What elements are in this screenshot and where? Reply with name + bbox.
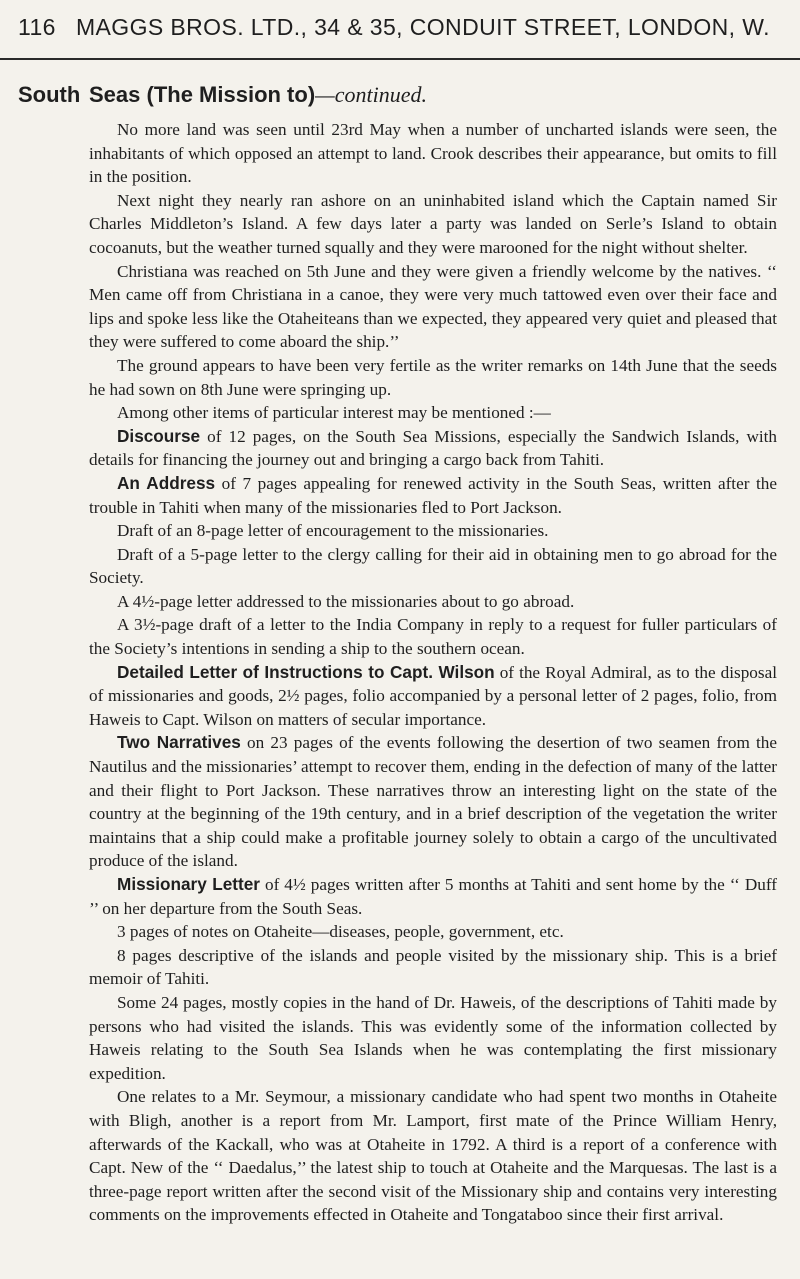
entry-body [89,118,777,1227]
section-title-text: Seas (The Mission to) [89,82,316,107]
paragraph-text: No more land was seen until 23rd May when a number of uncharted islands were seen, the inhabitants of which opposed an attempt to land. Crook describes their appearance, but omits to fill in the position. [89,120,777,187]
paragraph-text: Some 24 pages, mostly copies in the hand of Dr. Haweis, of the descriptions of Tahiti made by persons who had visited the islands. This was evidently some of the information collected by Haweis relating to the South Sea Islands when he was contemplating the first missionary expedition. [89,992,777,1083]
paragraph-text: of the Royal Admiral, as to the disposal of missionaries and goods, 2½ pages, folio accompanied by a personal letter of 2 pages, folio, from Haweis to Capt. Wilson on matters of secular importance. [89,662,777,729]
entry-paragraph [89,991,777,1085]
page-header [18,14,778,41]
entry-paragraph [89,519,777,543]
paragraph-text: 3 pages of notes on Otaheite—diseases, people, government, etc. [117,922,564,942]
paragraph-text: Draft of an 8-page letter of encouragement to the missionaries. [117,521,549,541]
paragraph-text: A 4½-page letter addressed to the missionaries about to go abroad. [117,591,575,611]
paragraph-text: Draft of a 5-page letter to the clergy calling for their aid in obtaining men to go abroad for the Society. [89,544,777,588]
paragraph-text: Christiana was reached on 5th June and they were given a friendly welcome by the natives. ‘‘ Men came off from Christiana in a canoe, they were very much tattowed even over their face and lips and spoke less like the Otaheiteans than we expected, they appeared very quiet and pleased that they were suffered to come aboard the ship.’’ [89,261,777,352]
section-title [89,82,427,108]
entry-paragraph [89,661,777,732]
paragraph-text: of 7 pages appealing for renewed activity in the South Seas, written after the trouble in Tahiti when many of the missionaries fled to Port Jackson. [89,473,777,517]
entry-paragraph [89,613,777,660]
item-heading: Discourse [117,425,201,446]
entry-paragraph [89,260,777,354]
paragraph-text: 8 pages descriptive of the islands and people visited by the missionary ship. This is a brief memoir of Tahiti. [89,945,777,989]
page-number: 116 [18,14,56,40]
entry-paragraph [89,590,777,614]
entry-paragraph [89,920,777,944]
paragraph-text: A 3½-page draft of a letter to the India Company in reply to a request for fuller particulars of the Society’s intentions in sending a ship to the southern ocean. [89,615,777,659]
continued-note: —continued. [315,82,427,107]
paragraph-text: The ground appears to have been very fertile as the writer remarks on 14th June that the seeds he had sown on 8th June were springing up. [89,355,777,399]
entry-paragraph [89,401,777,425]
paragraph-text: Next night they nearly ran ashore on an uninhabited island which the Captain named Sir Charles Middleton’s Island. A few days later a party was landed on Serle’s Island to obtain cocoanuts, but the weather turned squally and they were marooned for the night without shelter. [89,190,777,257]
section-label: South [18,82,81,107]
header-rule [0,58,800,60]
item-heading: Two Narratives [117,732,241,753]
entry-paragraph [89,189,777,260]
entry-paragraph [89,472,777,519]
entry-paragraph [89,354,777,401]
paragraph-text: on 23 pages of the events following the desertion of two seamen from the Nautilus and the missionaries’ attempt to recover them, ending in the defection of many of the latter and their flight to Port Jackson. These narratives throw an interesting light on the state of the country at the beginning of the 19th century, and in a brief description of the vegetation the writer maintains that a ship could make a profitable journey solely to obtain a cargo of the uncultivated produce of the island. [89,733,777,871]
entry-paragraph [89,944,777,991]
entry-paragraph [89,1085,777,1227]
entry-paragraph [89,731,777,873]
item-heading: An Address [117,472,216,493]
paragraph-text: of 12 pages, on the South Sea Missions, especially the Sandwich Islands, with details for financing the journey out and bringing a cargo back from Tahiti. [89,426,777,470]
entry-paragraph [89,543,777,590]
running-head: MAGGS BROS. LTD., 34 & 35, CONDUIT STREET, LONDON, W. [76,14,770,40]
entry-paragraph [89,425,777,472]
item-heading: Detailed Letter of Instructions to Capt. Wilson [117,661,495,682]
paragraph-text: of 4½ pages written after 5 months at Tahiti and sent home by the ‘‘ Duff ’’ on her departure from the South Seas. [89,875,777,918]
paragraph-text: Among other items of particular interest may be mentioned :— [117,403,551,423]
entry-paragraph [89,873,777,920]
item-heading: Missionary Letter [117,874,260,894]
paragraph-text: One relates to a Mr. Seymour, a missionary candidate who had spent two months in Otaheite with Bligh, another is a report from Mr. Lamport, first mate of the Prince William Henry, afterwards of the Kackall, who was at Otaheite in 1792. A third is a report of a conference with Capt. New of the ‘‘ Daedalus,’’ the latest ship to touch at Otaheite and the Marquesas. The last is a three-page report written after the second visit of the Missionary ship and contains very interesting comments on the improvements effected in Otaheite and Tongataboo since their first arrival. [89,1087,777,1225]
entry-paragraph [89,118,777,189]
